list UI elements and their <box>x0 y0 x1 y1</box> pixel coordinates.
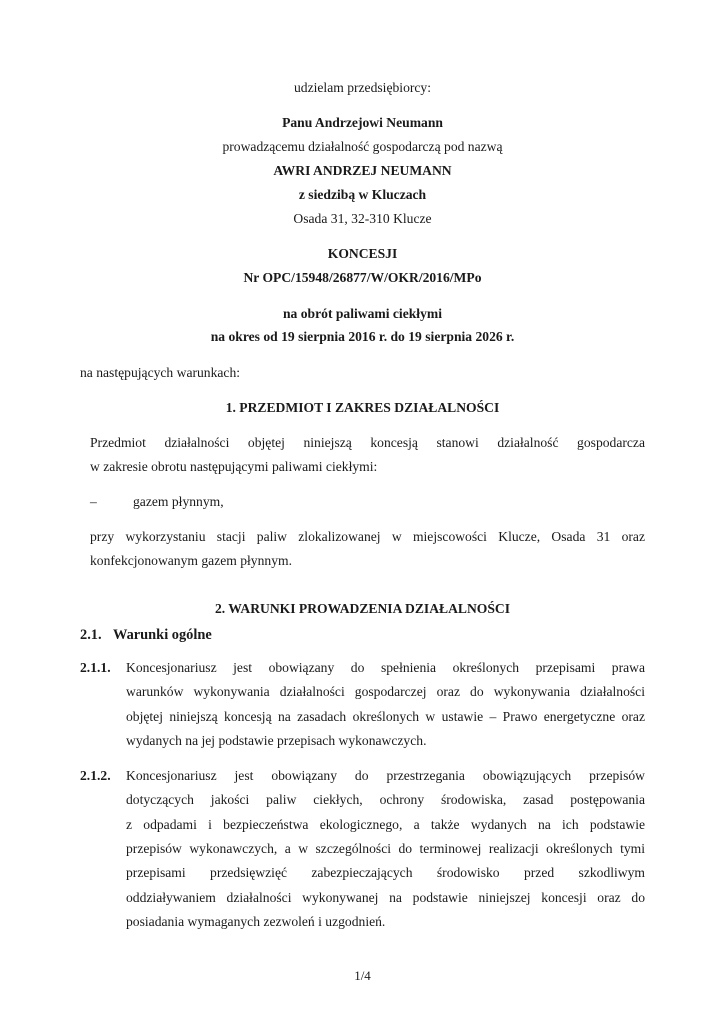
section1-heading: 1. PRZEDMIOT I ZAKRES DZIAŁALNOŚCI <box>225 400 500 415</box>
concession-title: KONCESJI <box>327 246 398 261</box>
item-2-1-1-line4: wydanych na jej podstawie przepisach wykonawczych. <box>126 733 427 748</box>
item-2-1-2-line3: z odpadami i bezpieczeństwa ekologicznego, a także wydanych na ich podstawie <box>126 817 645 832</box>
concession-scope: na obrót paliwami ciekłymi <box>283 306 442 321</box>
company-name: AWRI ANDRZEJ NEUMANN <box>273 163 452 178</box>
concession-period: na okres od 19 sierpnia 2016 r. do 19 sierpnia 2026 r. <box>210 329 515 344</box>
bullet-dash: – <box>90 494 97 509</box>
conditions-intro: na następujących warunkach: <box>80 365 241 380</box>
company-address: Osada 31, 32-310 Klucze <box>293 211 432 226</box>
item-2-1-2-line2: dotyczących jakości paliw ciekłych, ochrony środowiska, zasad postępowania <box>126 792 645 807</box>
section2-heading: 2. WARUNKI PROWADZENIA DZIAŁALNOŚCI <box>214 601 511 616</box>
item-2-1-1-number: 2.1.1. <box>80 660 111 675</box>
item-2-1-2-line7: posiadania wymaganych zezwoleń i uzgodnień. <box>126 914 386 929</box>
page-number: 1/4 <box>354 968 371 983</box>
item-2-1-2-line6: oddziaływaniem działalności wykonywanej na podstawie niniejszej koncesji oraz do <box>126 890 645 905</box>
intro-text: udzielam przedsiębiorcy: <box>293 80 431 95</box>
item-2-1-2-line1: Koncesjonariusz jest obowiązany do przestrzegania obowiązujących przepisów <box>126 768 645 783</box>
item-2-1-2-number: 2.1.2. <box>80 768 111 783</box>
section1-para1-line2: w zakresie obrotu następującymi paliwami ciekłymi: <box>90 459 378 474</box>
item-2-1-1-line1: Koncesjonariusz jest obowiązany do spełnienia określonych przepisami prawa <box>126 660 645 675</box>
bullet-text: gazem płynnym, <box>133 494 224 509</box>
concession-number: Nr OPC/15948/26877/W/OKR/2016/MPo <box>243 270 482 285</box>
subsection-title: Warunki ogólne <box>113 627 212 643</box>
item-2-1-2-line5: przepisami przedsięwzięć zabezpieczających środowisko przed szkodliwym <box>126 865 645 880</box>
business-line: prowadzącemu działalność gospodarczą pod nazwą <box>222 139 503 154</box>
section1-para2-line2: konfekcjonowanym gazem płynnym. <box>90 553 292 568</box>
item-2-1-2-line4: przepisów wykonawczych, a w szczególności do terminowej realizacji określonych tymi <box>126 841 645 856</box>
section1-para2-line1: przy wykorzystaniu stacji paliw zlokalizowanej w miejscowości Klucze, Osada 31 oraz <box>90 529 645 544</box>
item-2-1-1-line3: objętej niniejszą koncesją na zasadach określonych w ustawie – Prawo energetyczne oraz <box>126 709 645 724</box>
item-2-1-1-line2: warunków wykonywania działalności gospodarczej oraz do wykonywania działalności <box>126 684 645 699</box>
recipient-name: Panu Andrzejowi Neumann <box>282 115 443 130</box>
company-seat: z siedzibą w Kluczach <box>298 187 427 202</box>
subsection-number: 2.1. <box>80 627 102 643</box>
section1-para1-line1: Przedmiot działalności objętej niniejszą koncesją stanowi działalność gospodarcza <box>90 435 645 450</box>
